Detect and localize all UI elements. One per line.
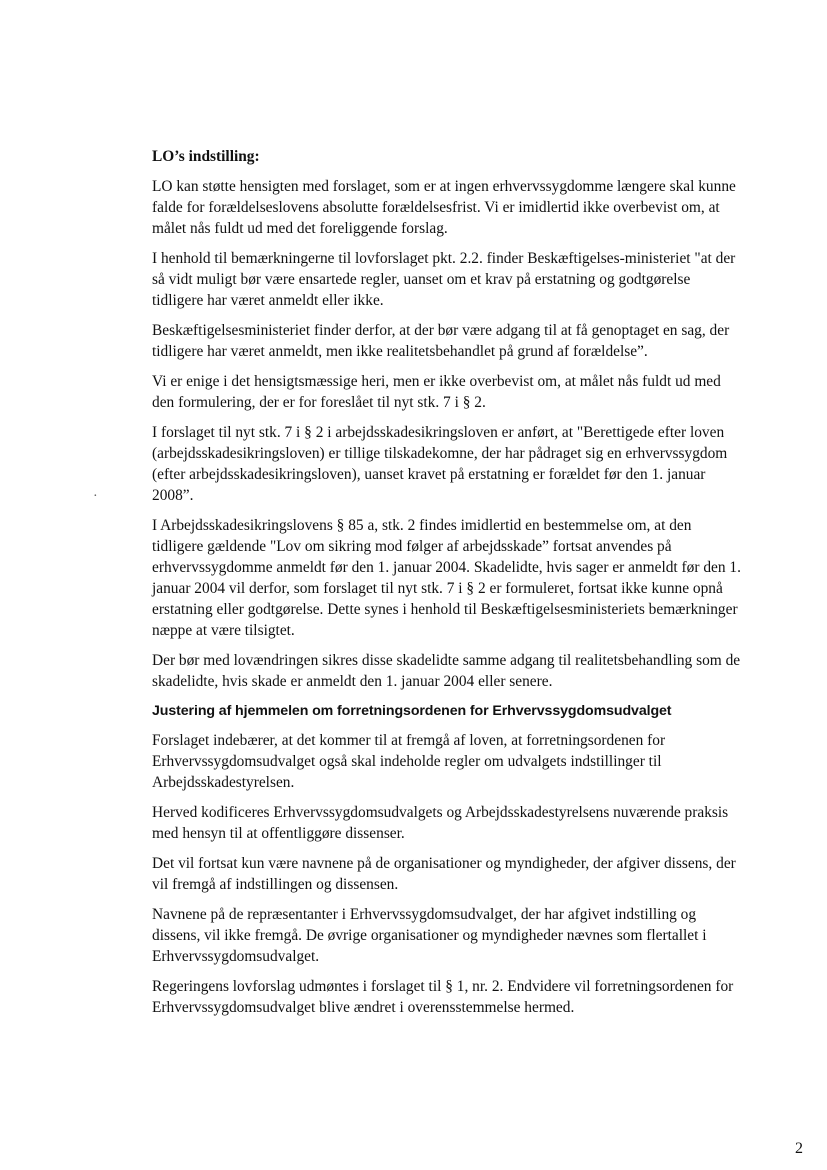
paragraph: LO kan støtte hensigten med forslaget, som er at ingen erhvervssygdomme længere skal kunne falde for forældelseslovens absolutte forældelsesfrist. Vi er imidlertid ikke overbevist om, at målet nås fuldt ud med det foreliggende forslag. <box>152 178 736 237</box>
page-number: 2 <box>795 1140 803 1157</box>
paragraph: Herved kodificeres Erhvervssygdomsudvalgets og Arbejdsskadestyrelsens nuværende praksis med hensyn til at offentliggøre dissenser. <box>152 804 729 842</box>
paragraph: Der bør med lovændringen sikres disse skadelidte samme adgang til realitetsbehandling som de skadelidte, hvis skade er anmeldt den 1. januar 2004 eller senere. <box>152 652 741 690</box>
document-body <box>152 146 742 1027</box>
paragraph: Regeringens lovforslag udmøntes i forslaget til § 1, nr. 2. Endvidere vil forretningsordenen for Erhvervssygdomsudvalget blive ændret i overensstemmelse hermed. <box>152 978 734 1016</box>
paragraph: I henhold til bemærkningerne til lovforslaget pkt. 2.2. finder Beskæftigelses-ministeriet "at der så vidt muligt bør være ensartede regler, uanset om et krav på erstatning og godtgørelse tidligere har været anmeldt eller ikke. <box>152 250 736 309</box>
section-heading: Justering af hjemmelen om forretningsordenen for Erhvervssygdomsudvalget <box>152 703 672 719</box>
paragraph: Vi er enige i det hensigtsmæssige heri, men er ikke overbevist om, at målet nås fuldt ud med den formulering, der er for foreslået til nyt stk. 7 i § 2. <box>152 373 721 411</box>
paragraph: Forslaget indebærer, at det kommer til at fremgå af loven, at forretningsordenen for Erhvervssygdomsudvalget også skal indeholde regler om udvalgets indstillinger til Arbejdsskadestyrelsen. <box>152 732 666 791</box>
margin-dot: · <box>93 489 98 504</box>
lo-indstilling-heading: LO’s indstilling: <box>152 148 260 165</box>
paragraph: I Arbejdsskadesikringslovens § 85 a, stk. 2 findes imidlertid en bestemmelse om, at den tidligere gældende "Lov om sikring mod følger af arbejdsskade” fortsat anvendes på erhvervssygdomme anmeldt før den 1. januar 2004. Skadelidte, hvis sager er anmeldt før den 1. januar 2004 vil derfor, som forslaget til nyt stk. 7 i § 2 er formuleret, fortsat ikke kunne opnå erstatning eller godtgørelse. Dette synes i henhold til Beskæftigelsesministeriets bemærkninger næppe at være tilsigtet. <box>152 517 741 639</box>
paragraph: Navnene på de repræsentanter i Erhvervssygdomsudvalget, der har afgivet indstilling og dissens, vil ikke fremgå. De øvrige organisationer og myndigheder nævnes som flertallet i Erhvervssygdomsudvalget. <box>152 906 707 965</box>
paragraph: Beskæftigelsesministeriet finder derfor, at der bør være adgang til at få genoptaget en sag, der tidligere har været anmeldt, men ikke realitetsbehandlet på grund af forældelse”. <box>152 322 730 360</box>
paragraph: I forslaget til nyt stk. 7 i § 2 i arbejdsskadesikringsloven er anført, at "Berettigede efter loven (arbejdsskadesikringsloven) er tillige tilskadekomne, der har pådraget sig en erhvervssygdom (efter arbejdsskadesikringsloven), uanset kravet på erstatning er forældet før den 1. januar 2008”. <box>152 424 728 504</box>
paragraph: Det vil fortsat kun være navnene på de organisationer og myndigheder, der afgiver dissens, der vil fremgå af indstillingen og dissensen. <box>152 855 736 893</box>
